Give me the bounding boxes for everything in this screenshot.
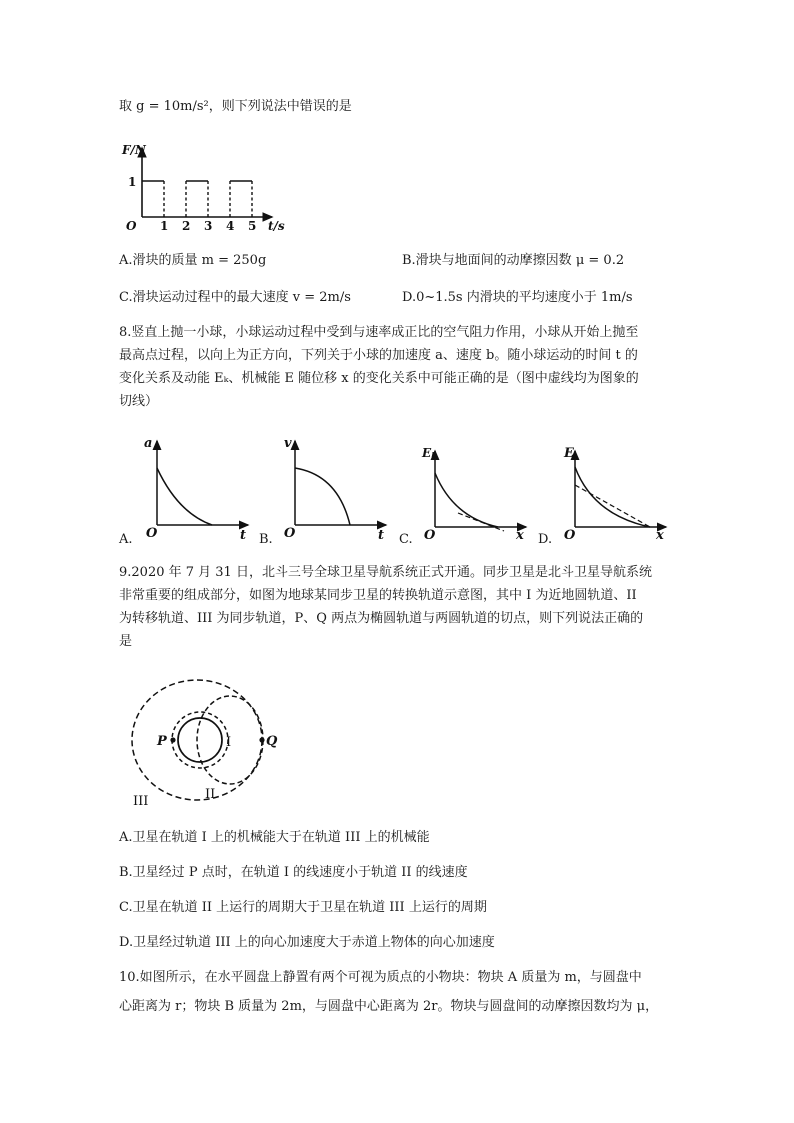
q9-option-c: C.卫星在轨道 II 上运行的周期大于卫星在轨道 III 上运行的周期 (119, 900, 487, 915)
q7-force-time-graph (120, 140, 295, 235)
q7-intro: 取 g = 10m/s²，则下列说法中错误的是 (119, 99, 352, 114)
q7-x-tick-3: 3 (204, 219, 213, 233)
q8-graph-b-option: B. (259, 532, 273, 547)
q8-graph-c-tangent (458, 513, 504, 531)
q7-y-label: F/N (122, 143, 146, 157)
q8-graph-d (558, 445, 673, 543)
q8-graph-b-x-label: t (378, 528, 385, 543)
q10-line1: 10.如图所示，在水平圆盘上静置有两个可视为质点的小物块：物块 A 质量为 m，与圆盘中 (119, 970, 642, 985)
q8-line1: 8.竖直上抛一小球，小球运动过程中受到与速率成正比的空气阻力作用，小球从开始上抛至 (119, 325, 639, 340)
point-p-label: P (157, 734, 167, 749)
q7-option-c: C.滑块运动过程中的最大速度 v = 2m/s (119, 290, 351, 305)
q8-graph-d-origin: O (564, 528, 576, 543)
q8-graph-a-x-label: t (240, 528, 247, 543)
q8-graph-a (140, 435, 255, 543)
q7-origin: O (126, 219, 137, 233)
point-p-dot (170, 737, 175, 742)
q8-graph-d-y-label: E (564, 446, 574, 461)
q8-graph-a-y-label: a (144, 436, 153, 451)
q8-graph-d-curve (575, 467, 650, 527)
q8-line3: 变化关系及动能 Eₖ、机械能 E 随位移 x 的变化关系中可能正确的是（图中虚线均为图象的 (119, 371, 639, 386)
q9-line4: 是 (119, 634, 133, 649)
earth (178, 718, 222, 762)
q8-graph-a-origin: O (146, 526, 158, 541)
q8-graph-b-y-label: v (284, 436, 292, 451)
q8-line2: 最高点过程，以向上为正方向，下列关于小球的加速度 a、速度 b。随小球运动的时间 t 的 (119, 348, 638, 363)
q9-line2: 非常重要的组成部分，如图为地球某同步卫星的转换轨道示意图，其中 I 为近地圆轨道、II (119, 588, 637, 603)
q7-option-b: B.滑块与地面间的动摩擦因数 μ = 0.2 (402, 253, 625, 268)
q8-graph-c-option: C. (399, 532, 413, 547)
q8-graph-c-curve (435, 473, 498, 527)
q8-graph-c-x-label: x (516, 528, 524, 543)
q8-graph-d-x-label: x (656, 528, 664, 543)
q9-option-a: A.卫星在轨道 I 上的机械能大于在轨道 III 上的机械能 (119, 830, 430, 845)
q8-graph-b-curve (295, 468, 350, 525)
q7-x-tick-2: 2 (182, 219, 191, 233)
q7-x-tick-4: 4 (226, 219, 235, 233)
q8-graph-c-y-label: Eₖ (422, 446, 438, 460)
orbit-i (172, 712, 228, 768)
point-q-label: Q (266, 734, 278, 749)
q7-option-d: D.0~1.5s 内滑块的平均速度小于 1m/s (402, 290, 633, 305)
q7-option-a: A.滑块的质量 m = 250g (119, 253, 267, 268)
orbit-ii-label: II (205, 787, 216, 802)
point-q-dot (259, 737, 264, 742)
q7-y-tick: 1 (128, 175, 137, 189)
q8-graph-b (278, 435, 393, 543)
q10-line2: 心距离为 r；物块 B 质量为 2m，与圆盘中心距离为 2r。物块与圆盘间的动摩擦因数均为 μ， (119, 999, 659, 1014)
q8-graph-c (418, 445, 533, 543)
q9-line3: 为转移轨道、III 为同步轨道，P、Q 两点为椭圆轨道与两圆轨道的切点，则下列说法正确的 (119, 611, 644, 626)
q8-line4: 切线） (119, 394, 159, 409)
q7-x-label: t/s (268, 219, 285, 233)
q9-option-d: D.卫星经过轨道 III 上的向心加速度大于赤道上物体的向心加速度 (119, 935, 495, 950)
q8-graph-a-option: A. (119, 532, 133, 547)
q8-graph-a-curve (157, 468, 212, 525)
q8-graph-c-origin: O (424, 528, 436, 543)
q9-line1: 9.2020 年 7 月 31 日，北斗三号全球卫星导航系统正式开通。同步卫星是北斗卫星导航系统 (119, 565, 652, 580)
q8-graph-b-origin: O (284, 526, 296, 541)
q8-graph-d-tangent (575, 485, 650, 527)
q7-x-tick-1: 1 (160, 219, 169, 233)
orbit-i-label: I (226, 735, 232, 750)
q9-orbit-diagram (125, 672, 300, 807)
q7-x-tick-5: 5 (248, 219, 257, 233)
q9-option-b: B.卫星经过 P 点时，在轨道 I 的线速度小于轨道 II 的线速度 (119, 865, 468, 880)
q8-graph-d-option: D. (538, 532, 553, 547)
orbit-iii-label: III (133, 794, 149, 809)
